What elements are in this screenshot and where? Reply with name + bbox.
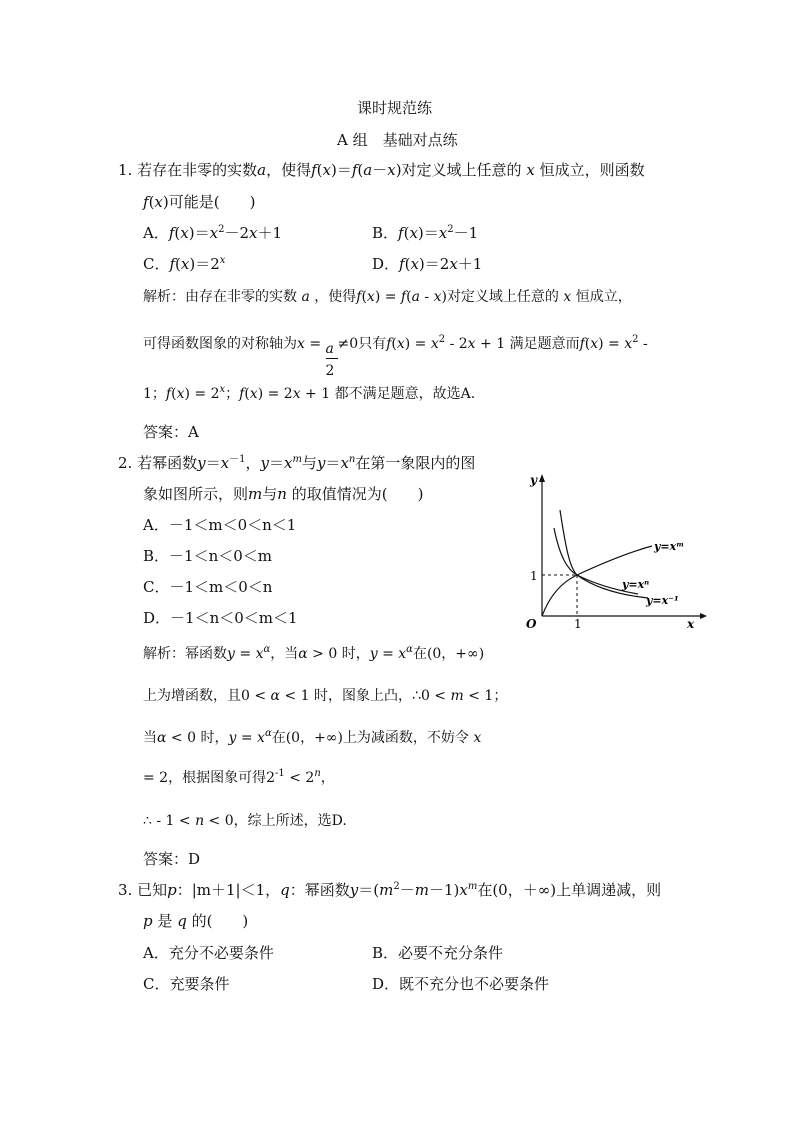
q2-answer xyxy=(143,849,200,869)
q2-solution-label: 解析： xyxy=(143,646,185,662)
q1-option-b: B．$f(x)=x^2-1$ xyxy=(372,224,479,242)
q3-option-b: B．必要不充分条件 xyxy=(372,944,504,962)
group-heading: A 组 基础对点练 xyxy=(337,131,458,149)
q3-stem-line2: p 是 q 的( ) xyxy=(143,912,249,930)
q2-option-a: A．－1＜m＜0＜n＜1 xyxy=(143,516,297,534)
page-title: 课时规范练 xyxy=(357,99,433,117)
q1-answer-label: 答案： xyxy=(143,423,189,441)
q1-option-c: C．$f(x)=2^x$ xyxy=(143,255,226,273)
q1-stem-line1: 1. 若存在非零的实数a，使得f(x)＝f(a－x)对定义域上任意的 x 恒成立，则函数 xyxy=(118,161,645,179)
q2-option-d: D．－1＜n＜0＜m＜1 xyxy=(143,609,298,627)
q1-option-a: A．$f(x)=x^2-2x+1$ xyxy=(143,224,282,242)
q1-stem-a: 若存在非零的实数 xyxy=(137,161,258,179)
q2-stem-line2: 象如图所示，则m与n 的取值情况为( ) xyxy=(143,485,424,503)
q2-solution-line4: = 2，根据图象可得$2^{-1} < 2^n$， xyxy=(143,768,335,786)
q2-solution-line5: ∴ - 1 < n < 0，综上所述，选D. xyxy=(143,813,347,829)
q3-option-c: C．充要条件 xyxy=(143,975,230,993)
q1-option-d: D．f(x)＝2x＋1 xyxy=(372,255,483,273)
q2-number: 2. xyxy=(118,454,133,472)
q2-power-function-graph xyxy=(510,470,710,630)
q3-option-a: A．充分不必要条件 xyxy=(143,944,274,962)
q1-solution-line3: 1；$f(x) = 2^x$；f(x) = 2x + 1 都不满足题意，故选A. xyxy=(143,384,476,402)
q1-stem-d: 恒成立，则函数 xyxy=(539,161,645,179)
q2-option-b: B．－1＜n＜0＜m xyxy=(143,547,272,565)
q3-stem-line1: 3. 已知p：|m＋1|＜1，q：幂函数$y=(m^2-m-1)x^m$在(0，＋∞)上单调递减，则 xyxy=(118,881,662,899)
q1-stem-line2: f(x)可能是( ) xyxy=(143,193,256,211)
q1-stem-c: 对定义域上任意的 xyxy=(401,161,522,179)
graph-label-x-m: y=xᵐ xyxy=(654,540,685,553)
q2-answer-value: D xyxy=(188,850,201,868)
graph-origin-label: O xyxy=(526,617,537,630)
graph-label-x-inverse: y=x⁻¹ xyxy=(646,594,679,607)
graph-x-one-label: 1 xyxy=(574,617,582,630)
q2-solution-line3: 当α < 0 时，$y = x^\alpha$在(0，+∞)上为减函数，不妨令 x xyxy=(143,728,482,746)
q1-answer xyxy=(143,422,199,442)
q1-stem-e: 可能是( ) xyxy=(168,193,256,211)
q2-solution-line1: 解析：幂函数$y = x^\alpha$，当α > 0 时，$y = x^\alpha$在(0，+∞) xyxy=(143,644,485,662)
graph-x-axis-label: x xyxy=(687,617,695,630)
q3-number: 3. xyxy=(118,881,133,899)
q3-option-d: D．既不充分也不必要条件 xyxy=(372,975,550,993)
graph-label-x-n: y=xⁿ xyxy=(622,578,650,591)
q1-solution-line2: 可得函数图象的对称轴为x = $\frac{a}{2}$ ≠0只有$f(x) = x^2 - 2x + 1$ 满足题意而$f(x) = x^2$ - xyxy=(143,334,648,379)
q1-answer-value: A xyxy=(188,423,199,441)
q2-answer-label: 答案： xyxy=(143,850,189,868)
q2-solution-line2: 上为增函数，且0 < α < 1 时，图象上凸，∴0 < m < 1； xyxy=(143,688,508,704)
q2-option-c: C．－1＜m＜0＜n xyxy=(143,578,273,596)
q1-number: 1. xyxy=(118,161,133,179)
graph-y-one-label: 1 xyxy=(530,569,538,583)
q1-solution-label: 解析： xyxy=(143,289,185,305)
q2-stem-line1: 2. 若幂函数$y=x^{-1}$，$y=x^m$与$y=x^n$在第一象限内的图 xyxy=(118,454,476,472)
graph-y-axis-label: y xyxy=(530,473,537,487)
q1-solution-line1: 解析：由存在非零的实数 a ，使得f(x) = f(a - x)对定义域上任意的 x 恒成立， xyxy=(143,289,632,305)
q1-stem-b: ，使得 xyxy=(266,161,312,179)
